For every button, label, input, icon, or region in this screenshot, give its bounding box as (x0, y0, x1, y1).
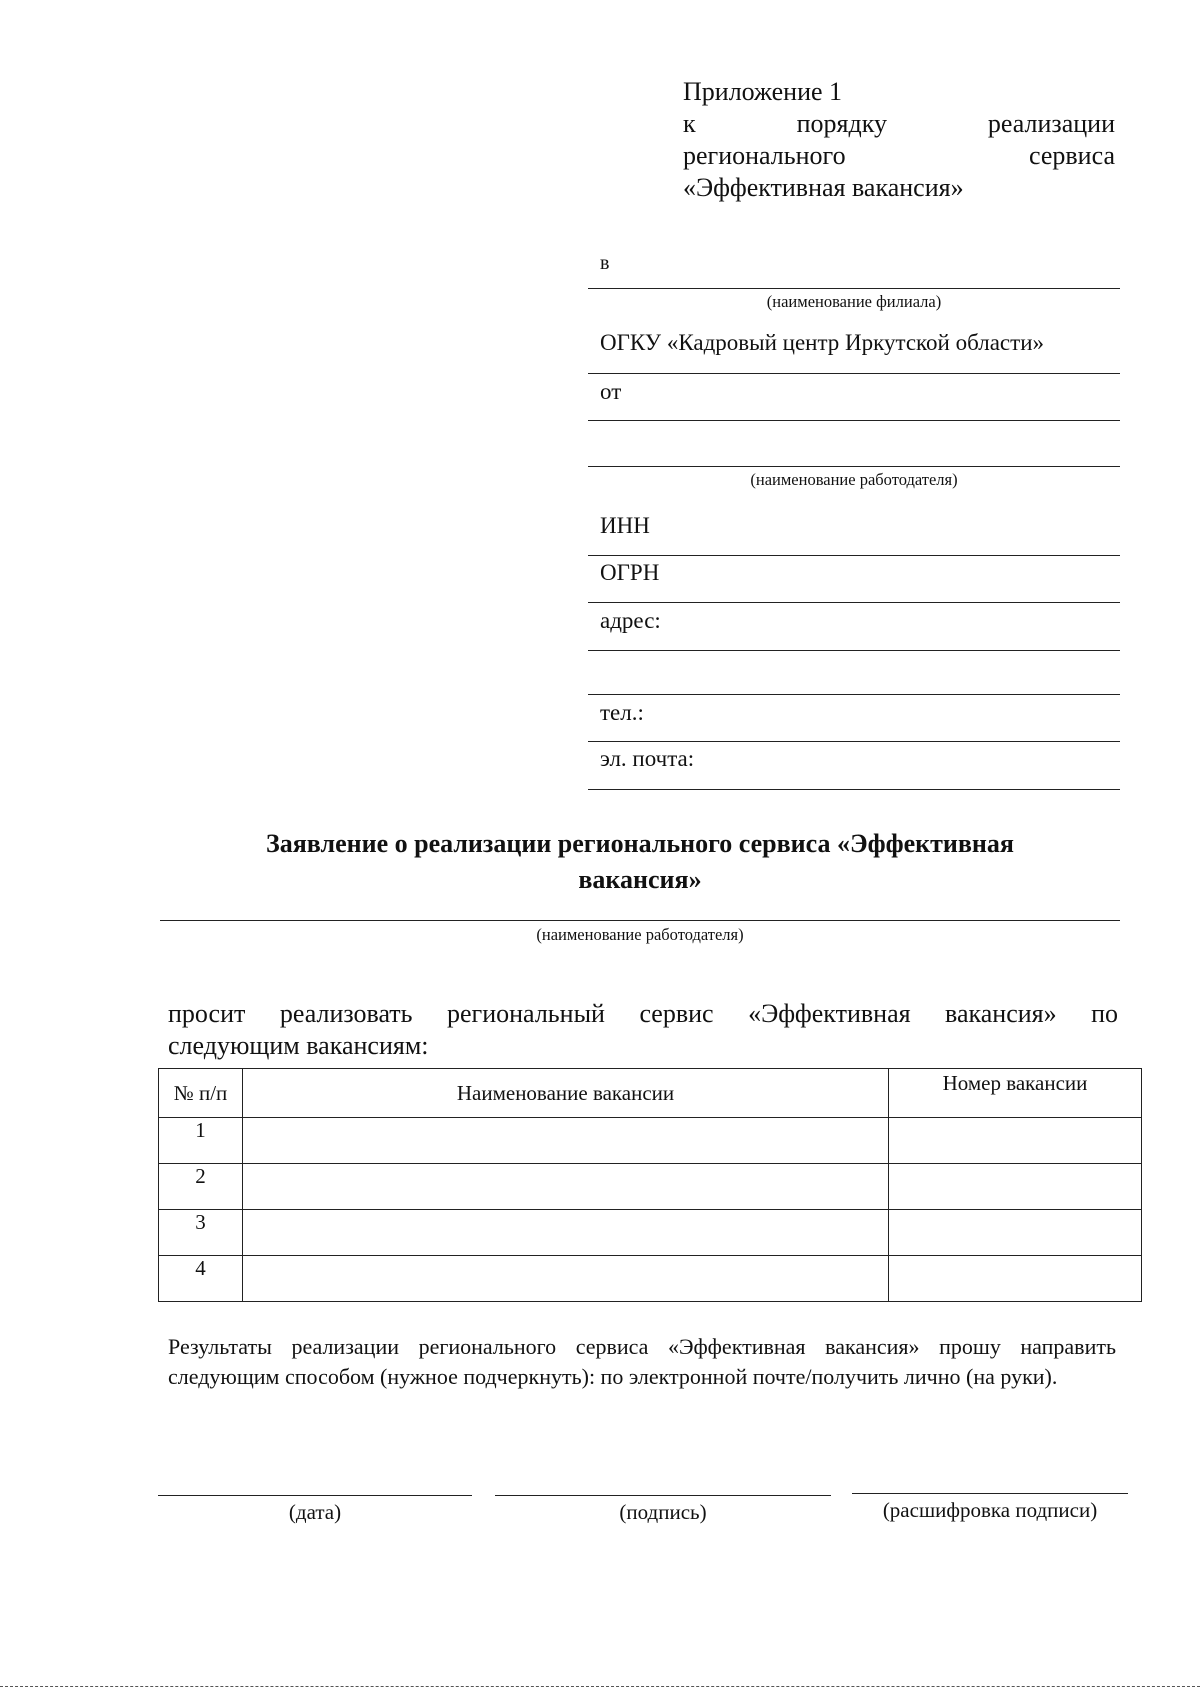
appendix-word: регионального (683, 141, 846, 170)
header-vacancy-name: Наименование вакансии (243, 1069, 889, 1118)
vacancy-number-cell[interactable] (889, 1164, 1142, 1210)
table-row (159, 1118, 1142, 1164)
branch-caption: (наименование филиала) (766, 292, 942, 311)
vacancy-number-cell[interactable] (889, 1118, 1142, 1164)
appendix-line-1: Приложение 1 (683, 77, 843, 106)
appendix-word: реализации (987, 109, 1115, 138)
appendix-word: порядку (796, 109, 887, 138)
appendix-word: к (683, 109, 696, 138)
request-text (168, 998, 1118, 1062)
table-row (159, 1256, 1142, 1302)
request-word: «Эффективная (748, 999, 911, 1028)
ogrn-label: ОГРН (600, 560, 660, 585)
vacancy-number-cell[interactable] (889, 1210, 1142, 1256)
row-num: 3 (159, 1210, 243, 1256)
request-word: по (1091, 999, 1119, 1028)
row-num: 4 (159, 1256, 243, 1302)
table-row (159, 1210, 1142, 1256)
request-word: реализовать (279, 999, 413, 1028)
signature-decode-caption: (расшифровка подписи) (882, 1498, 1098, 1522)
vacancy-name-cell[interactable] (243, 1256, 889, 1302)
signature-caption: (подпись) (619, 1500, 707, 1524)
phone-field-line[interactable] (588, 741, 1120, 742)
vacancy-name-cell[interactable] (243, 1210, 889, 1256)
ogrn-field-line[interactable] (588, 602, 1120, 603)
address-field-line-2[interactable] (588, 694, 1120, 695)
request-line-2: следующим вакансиям: (168, 1031, 429, 1060)
employer-caption: (наименование работодателя) (536, 925, 744, 944)
vacancy-name-cell[interactable] (243, 1164, 889, 1210)
appendix-line-3 (683, 140, 1115, 172)
email-field-line[interactable] (588, 789, 1120, 790)
request-word: вакансия» (945, 999, 1057, 1028)
address-field-line-1[interactable] (588, 650, 1120, 651)
result-delivery-text: Результаты реализации регионального сервиса «Эффективная вакансия» прошу направить следующим способом (нужное подчеркнуть): по электронной почте/получить лично (на руки). (168, 1334, 1116, 1389)
page-bottom-edge (0, 1686, 1200, 1687)
signature-field-line[interactable] (495, 1495, 831, 1496)
request-word: просит (168, 999, 246, 1028)
title-line-2: вакансия» (578, 865, 702, 894)
inn-label: ИНН (600, 513, 650, 538)
request-word: региональный (447, 999, 605, 1028)
request-word: сервис (639, 999, 714, 1028)
employer-name-line[interactable] (160, 920, 1120, 921)
branch-field-line[interactable] (588, 288, 1120, 289)
from-prefix: от (600, 379, 622, 404)
address-label: адрес: (600, 608, 661, 633)
employer-field-line-1[interactable] (588, 420, 1120, 421)
appendix-line-4: «Эффективная вакансия» (683, 173, 964, 202)
inn-field-line[interactable] (588, 555, 1120, 556)
org-line (588, 373, 1120, 374)
table-header-row (159, 1069, 1142, 1118)
vacancy-number-cell[interactable] (889, 1256, 1142, 1302)
table-row (159, 1164, 1142, 1210)
org-name: ОГКУ «Кадровый центр Иркутской области» (600, 330, 1044, 355)
appendix-line-2 (683, 108, 1115, 140)
document-title (160, 826, 1120, 898)
email-label: эл. почта: (600, 746, 695, 771)
row-num: 1 (159, 1118, 243, 1164)
header-num: № п/п (159, 1069, 243, 1118)
row-num: 2 (159, 1164, 243, 1210)
date-field-line[interactable] (158, 1495, 472, 1496)
appendix-heading (683, 76, 1115, 204)
header-vacancy-number: Номер вакансии (889, 1069, 1142, 1118)
employer-field-line-2[interactable] (588, 466, 1120, 467)
vacancy-name-cell[interactable] (243, 1118, 889, 1164)
vacancies-table (158, 1068, 1142, 1302)
signature-decode-field-line[interactable] (852, 1493, 1128, 1494)
title-line-1: Заявление о реализации регионального сервиса «Эффективная (266, 829, 1014, 858)
date-caption: (дата) (288, 1500, 342, 1524)
request-line-1 (168, 998, 1118, 1030)
appendix-word: сервиса (1029, 141, 1115, 170)
to-prefix: в (600, 252, 610, 274)
employer-caption-top: (наименование работодателя) (750, 470, 958, 489)
phone-label: тел.: (600, 700, 644, 725)
